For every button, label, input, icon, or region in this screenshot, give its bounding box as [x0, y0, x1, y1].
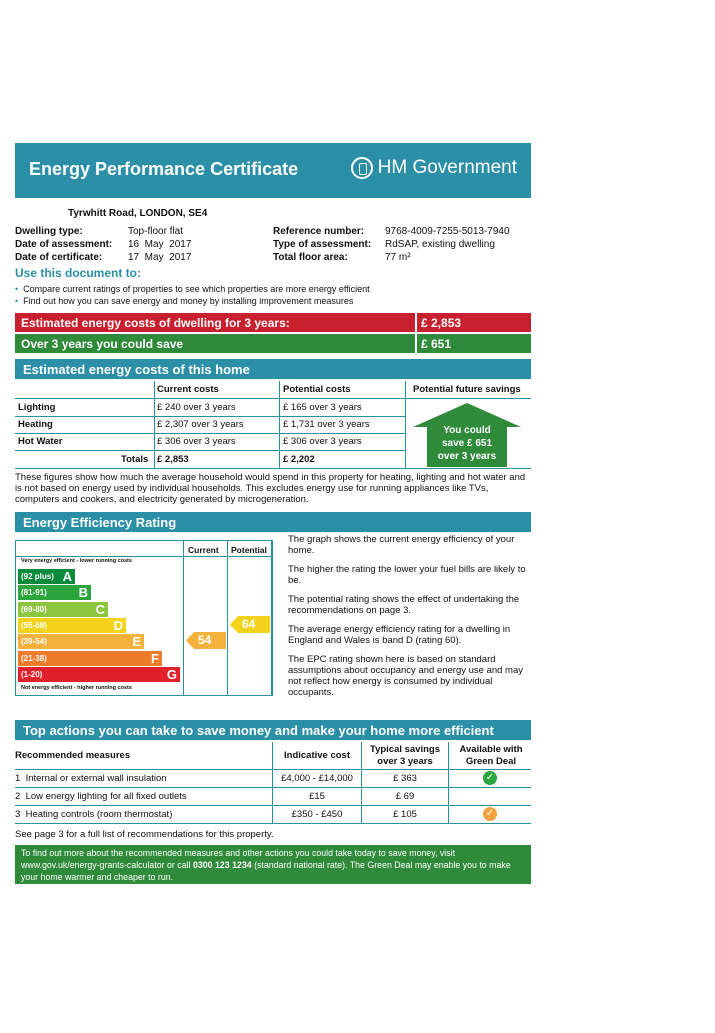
totals-label: Totals [121, 454, 149, 465]
col-green-deal: Available with Green Deal [459, 744, 523, 767]
band-letter: C [95, 601, 105, 617]
measure-row: 2 Low energy lighting for all fixed outlets [15, 791, 187, 802]
certificate-date-value: 17 May 2017 [128, 252, 192, 263]
col-potential-rating: Potential [231, 545, 267, 555]
rating-band-g [18, 667, 180, 682]
rating-band-d [18, 618, 126, 633]
rating-chart [15, 540, 273, 696]
savings-value: £ 651 [421, 337, 452, 351]
efficiency-section-header [15, 512, 531, 532]
see-page-note: See page 3 for a full list of recommendations for this property. [15, 829, 274, 840]
rating-value: 54 [198, 633, 212, 648]
rating-band-f [18, 651, 162, 666]
floor-area-value: 77 m² [385, 252, 411, 263]
actions-section-header [15, 720, 531, 740]
hm-government-logo [351, 157, 517, 179]
col-future-savings: Potential future savings [413, 384, 521, 395]
reference-value: 9768-4009-7255-5013-7940 [385, 226, 510, 237]
measure-saving: £ 69 [395, 791, 415, 802]
rating-band-c [18, 602, 108, 617]
cost-row-label: Heating [18, 419, 53, 430]
band-letter: F [151, 650, 159, 666]
cost-row-potential: £ 1,731 over 3 years [283, 419, 370, 430]
savings-bar [15, 334, 531, 353]
savings-label: Over 3 years you could save [21, 337, 184, 351]
hm-government-text: HM Government [377, 157, 517, 178]
rating-band-b [18, 585, 91, 600]
measure-cost: £15 [309, 791, 325, 802]
assessment-date-value: 16 May 2017 [128, 239, 192, 250]
efficiency-section-title: Energy Efficiency Rating [23, 515, 177, 530]
certificate-title: Energy Performance Certificate [29, 159, 299, 179]
cost-row-current: £ 2,307 over 3 years [157, 419, 244, 430]
efficiency-explanation [288, 534, 533, 698]
inefficient-note: Not energy efficient - higher running costs [21, 685, 132, 691]
green-deal-footer [15, 845, 531, 884]
col-cost: Indicative cost [284, 750, 350, 761]
bar-divider [415, 313, 417, 332]
measure-row: 1 Internal or external wall insulation [15, 773, 167, 784]
bullet-item: • Compare current ratings of properties to see which properties are more energy efficient [15, 284, 370, 294]
estimated-costs-bar [15, 313, 531, 332]
rating-band-e [18, 634, 144, 649]
total-current: £ 2,853 [157, 454, 189, 465]
explanation-paragraph: The graph shows the current energy efficiency of your home. [288, 534, 515, 556]
efficient-note: Very energy efficient - lower running costs [21, 558, 132, 564]
rating-band-a [18, 569, 75, 584]
band-range: (81-91) [21, 588, 47, 598]
col-current-costs: Current costs [157, 384, 219, 395]
dwelling-type-label: Dwelling type: [15, 226, 83, 237]
bar-divider [415, 334, 417, 353]
green-deal-tick-icon: ✓ [483, 771, 497, 785]
cost-row-current: £ 240 over 3 years [157, 402, 236, 413]
details-left [15, 225, 191, 264]
footer-text-end: (standard national rate). The Green Deal may enable you to make your home warmer and cheaper to run. [21, 860, 511, 882]
bullet-item: • Find out how you can save energy and money by installing improvement measures [15, 296, 354, 306]
use-document-title: Use this document to: [15, 266, 142, 280]
band-letter: G [166, 666, 177, 682]
band-range: (92 plus) [21, 572, 54, 581]
assessment-type-label: Type of assessment: [273, 239, 372, 250]
assessment-type-value: RdSAP, existing dwelling [385, 239, 495, 250]
band-range: (55-68) [21, 620, 47, 630]
explanation-paragraph: The higher the rating the lower your fuel bills are likely to be. [288, 564, 526, 586]
band-letter: A [62, 569, 72, 584]
cost-row-current: £ 306 over 3 years [157, 436, 236, 447]
band-range: (39-54) [21, 637, 47, 647]
potential-rating-arrow [230, 616, 270, 638]
costs-table [15, 381, 531, 469]
band-letter: D [113, 617, 123, 633]
dwelling-type-value: Top-floor flat [128, 226, 184, 237]
estimated-costs-value: £ 2,853 [421, 316, 462, 330]
green-deal-tick-icon: ✓ [483, 807, 497, 821]
current-rating-arrow [186, 632, 226, 654]
explanation-paragraph: The average energy efficiency rating for a dwelling in England and Wales is band D (rating 60). [288, 624, 511, 646]
costs-note: These figures show how much the average household would spend in this property for heating, lighting and hot water and is not based on energy used by individual households. This excludes energy use for running appliances like TVs, computers and cookers, and electricity generated by microgeneration. [15, 472, 526, 505]
actions-table [15, 742, 531, 824]
rating-value: 64 [242, 616, 256, 631]
use-document-bullets [15, 283, 370, 307]
certificate-header [15, 143, 531, 198]
band-letter: B [78, 585, 88, 601]
measure-cost: £350 - £450 [291, 809, 343, 820]
band-range: (1-20) [21, 669, 43, 679]
measure-saving: £ 105 [393, 809, 417, 820]
cost-row-label: Hot Water [18, 436, 63, 447]
cost-row-potential: £ 306 over 3 years [283, 436, 362, 447]
measure-row: 3 Heating controls (room thermostat) [15, 809, 173, 820]
measure-cost: £4,000 - £14,000 [281, 773, 353, 784]
band-letter: E [132, 634, 141, 650]
estimated-costs-label: Estimated energy costs of dwelling for 3 years: [21, 316, 290, 330]
certificate-date-label: Date of certificate: [15, 252, 103, 263]
assessment-date-label: Date of assessment: [15, 239, 113, 250]
costs-section-title: Estimated energy costs of this home [23, 362, 250, 377]
reference-label: Reference number: [273, 226, 365, 237]
explanation-paragraph: The EPC rating shown here is based on standard assumptions about occupancy and energy use and may not reflect how energy is consumed by individual occupants. [288, 654, 524, 698]
costs-section-header [15, 359, 531, 379]
band-range: (21-38) [21, 653, 47, 663]
footer-phone: 0300 123 1234 [192, 860, 252, 870]
cost-row-potential: £ 165 over 3 years [283, 402, 362, 413]
crown-crest-icon [351, 157, 373, 179]
col-measures: Recommended measures [15, 750, 131, 761]
col-current-rating: Current [188, 545, 219, 555]
actions-section-title: Top actions you can take to save money and make your home more efficient [23, 723, 494, 738]
col-potential-costs: Potential costs [283, 384, 351, 395]
details-right [273, 225, 510, 264]
cost-row-label: Lighting [18, 402, 56, 413]
measure-saving: £ 363 [393, 773, 417, 784]
floor-area-label: Total floor area: [273, 252, 348, 263]
footer-text: To find out more about the recommended measures and other actions you could take today to save money, visit www.gov.uk/energy-grants-calculator or call [21, 848, 456, 870]
savings-arrow-text: You could save £ 651 over 3 years [437, 425, 497, 462]
property-address: Tyrwhitt Road, LONDON, SE4 [68, 208, 208, 219]
total-potential: £ 2,202 [283, 454, 315, 465]
explanation-paragraph: The potential rating shows the effect of undertaking the recommendations on page 3. [288, 594, 520, 616]
band-range: (69-80) [21, 604, 47, 614]
col-savings: Typical savings over 3 years [369, 744, 441, 767]
